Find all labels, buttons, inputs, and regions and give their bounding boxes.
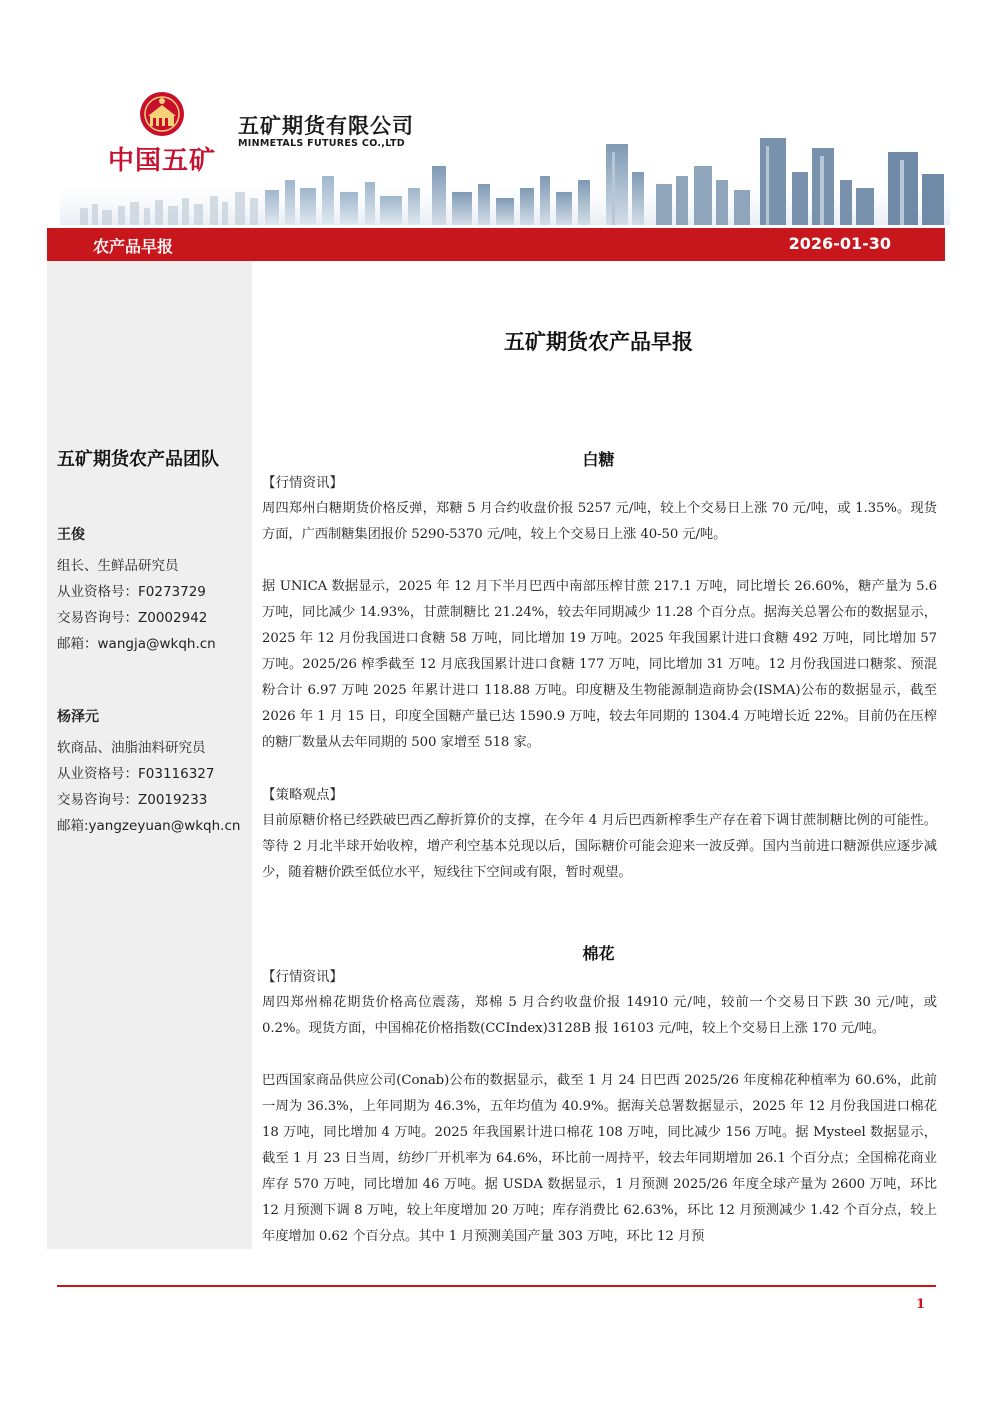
news-label: 【行情资讯】: [262, 969, 343, 985]
company-name-cn: 五矿期货有限公司: [238, 114, 414, 138]
strategy-label: 【策略观点】: [262, 787, 343, 803]
company-name-en: MINMETALS FUTURES CO.,LTD: [238, 138, 405, 149]
analyst-qualification: 从业资格号：F03116327: [57, 766, 215, 782]
news-paragraph: 巴西国家商品供应公司(Conab)公布的数据显示，截至 1 月 24 日巴西 2025/26 年度棉花种植率为 60.6%，此前一周为 36.3%，上年同期为 46.3%，五年均值为 40.9%。据海关总署数据显示，2025 年 12 月份我国进口棉花 18 万吨，同比增加 4 万吨。2025 年我国累计进口棉花 108 万吨，同比减少 156 万吨。据 Mysteel 数据显示，截至 1 月 23 日当周，纺纱厂开机率为 64.6%，环比前一周持平，较去年同期增加 26.1 个百分点；全国棉花商业库存 570 万吨，同比增加 46 万吨。据 USDA 数据显示，1 月预测 2025/26 年度全球产量为 2600 万吨，环比 12 月预测下调 8 万吨，较上年度增加 20 万吨；库存消费比 62.63%，环比 12 月预测减少 1.42 个百分点，较上年度增加 0.62 个百分点。其中 1 月预测美国产量 303 万吨，环比 12 月预: [262, 1073, 937, 1244]
news-paragraph: 周四郑州白糖期货价格反弹，郑糖 5 月合约收盘价报 5257 元/吨，较上个交易日上涨 70 元/吨，或 1.35%。现货方面，广西制糖集团报价 5290-5370 元/吨，较上个交易日上涨 40-50 元/吨。: [262, 501, 937, 542]
section-title-cotton: 棉花: [582, 944, 615, 963]
strategy-paragraph: 目前原糖价格已经跌破巴西乙醇折算价的支撑，在今年 4 月后巴西新榨季生产存在着下调甘蔗制糖比例的可能性。等待 2 月北半球开始收榨，增产利空基本兑现以后，国际糖价可能会迎来一波反弹。国内当前进口糖源供应逐步减少，随着糖价跌至低位水平，短线往下空间或有限，暂时观望。: [262, 813, 937, 880]
analyst-name: 杨泽元: [57, 709, 99, 725]
analyst-name: 王俊: [57, 527, 85, 543]
team-sidebar: [47, 261, 252, 1249]
analyst-card: [57, 706, 240, 839]
analyst-consult-number: 交易咨询号：Z0002942: [57, 610, 208, 626]
analyst-title: 组长、生鲜品研究员: [57, 558, 179, 574]
analyst-consult-number: 交易咨询号：Z0019233: [57, 792, 208, 808]
analyst-title: 软商品、油脂油料研究员: [57, 740, 206, 756]
footer-divider: [57, 1285, 936, 1287]
report-type-label: 农产品早报: [93, 237, 174, 256]
page-title: 五矿期货农产品早报: [504, 330, 693, 354]
report-bar: [47, 228, 945, 261]
logo-text: 中国五矿: [108, 146, 217, 176]
analyst-email: 邮箱：wangja@wkqh.cn: [57, 636, 216, 652]
page-number: 1: [915, 1297, 925, 1312]
news-paragraph: 据 UNICA 数据显示，2025 年 12 月下半月巴西中南部压榨甘蔗 217.1 万吨，同比增长 26.60%，糖产量为 5.6 万吨，同比减少 14.93%，甘蔗制糖比 21.24%，较去年同期减少 11.28 个百分点。据海关总署公布的数据显示，2025 年 12 月份我国进口食糖 58 万吨，同比增加 19 万吨。2025 年我国累计进口食糖 492 万吨，同比增加 57 万吨。2025/26 榨季截至 12 月底我国累计进口食糖 177 万吨，同比增加 31 万吨。12 月份我国进口糖浆、预混粉合计 6.97 万吨 2025 年累计进口 118.88 万吨。印度糖及生物能源制造商协会(ISMA)公布的数据显示，截至 2026 年 1 月 15 日，印度全国糖产量已达 1590.9 万吨，较去年同期的 1304.4 万吨增长近 22%。目前仍在压榨的糖厂数量从去年同期的 500 家增至 518 家。: [262, 579, 937, 750]
report-date: 2026-01-30: [788, 234, 891, 253]
section-title-sugar: 白糖: [582, 450, 615, 469]
company-emblem-icon: [138, 90, 186, 138]
news-paragraph: 周四郑州棉花期货价格高位震荡，郑棉 5 月合约收盘价报 14910 元/吨，较前一个交易日下跌 30 元/吨，或 0.2%。现货方面，中国棉花价格指数(CCIndex)3128B 报 16103 元/吨，较上个交易日上涨 170 元/吨。: [262, 995, 937, 1036]
analyst-email: 邮箱:yangzeyuan@wkqh.cn: [57, 818, 241, 834]
analyst-qualification: 从业资格号：F0273729: [57, 584, 206, 600]
news-label: 【行情资讯】: [262, 475, 343, 491]
page-header: [0, 0, 992, 228]
team-title: 五矿期货农产品团队: [57, 449, 219, 470]
analyst-card: [57, 524, 216, 657]
